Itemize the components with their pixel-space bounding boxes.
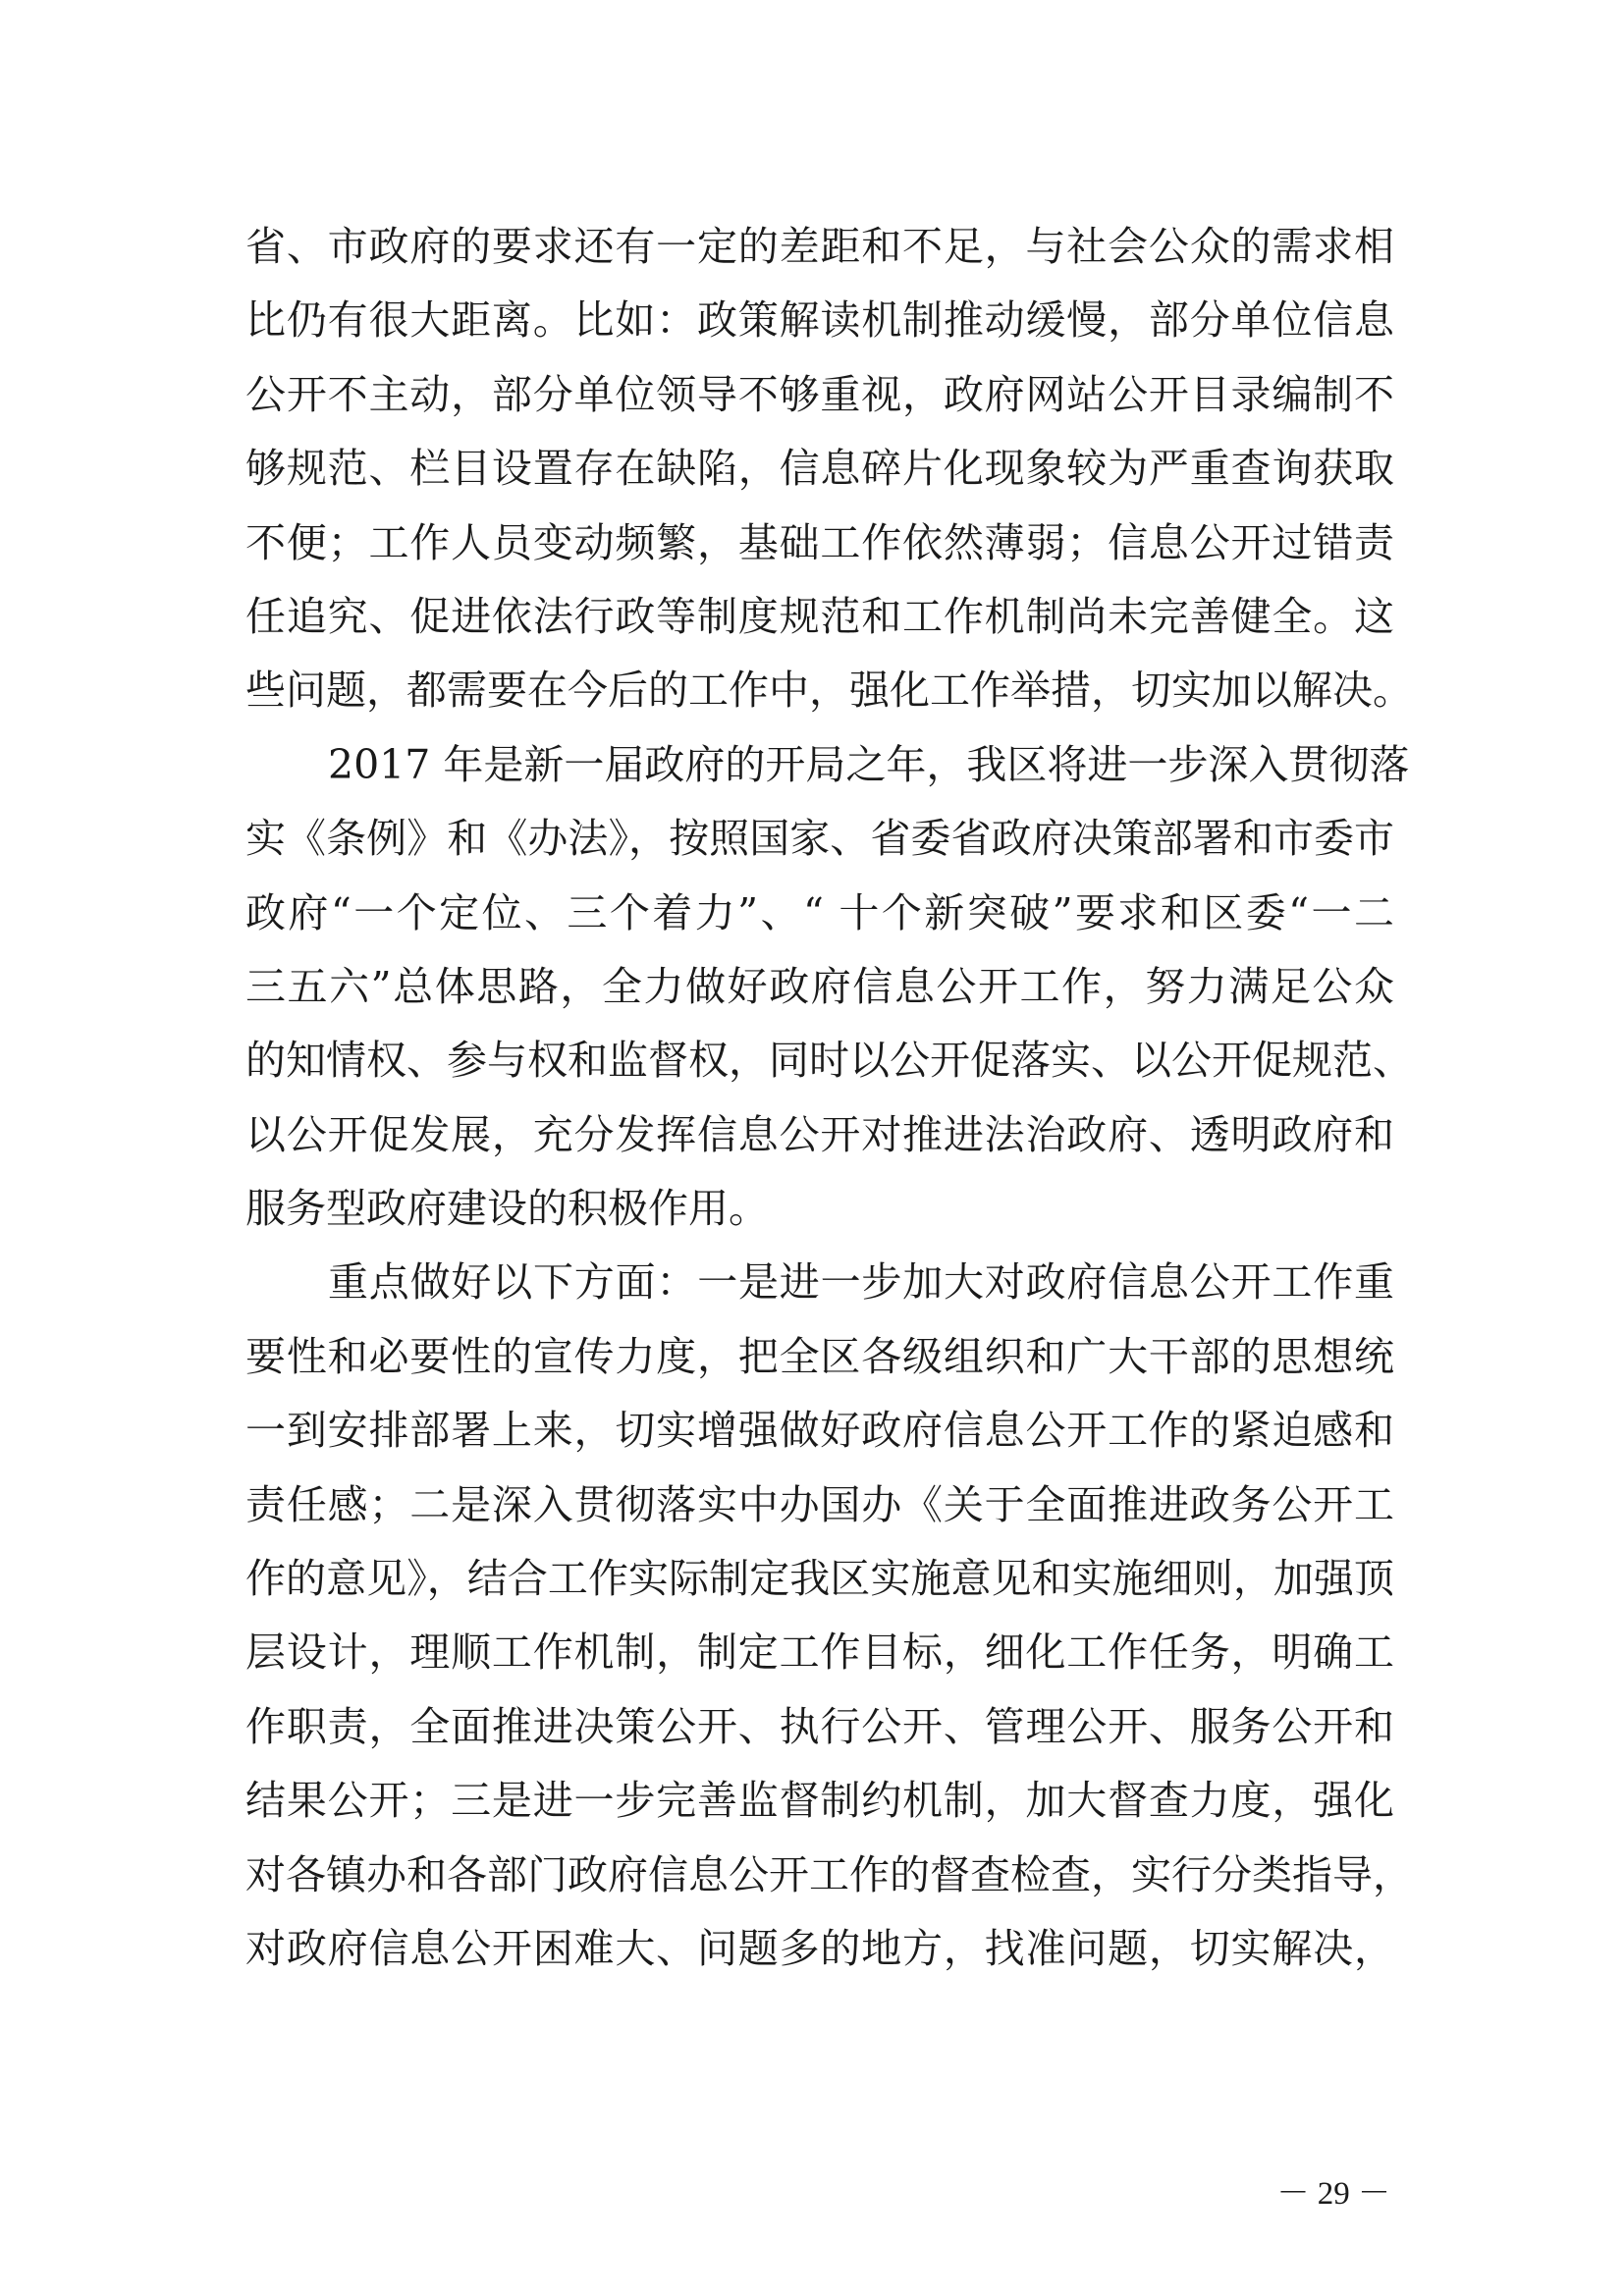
paragraph-plan-2017	[245, 728, 1413, 1247]
text-line: 政府“一个定位、三个着力”、“ 十个新突破”要求和区委“一二	[245, 888, 1394, 936]
paragraph-key-tasks	[245, 1246, 1413, 1986]
text-line: 比仍有很大距离。比如：政策解读机制推动缓慢，部分单位信息	[245, 296, 1394, 345]
text-line: 省、市政府的要求还有一定的差距和不足，与社会公众的需求相	[245, 223, 1394, 270]
text-line: 重点做好以下方面：一是进一步加大对政府信息公开工作重	[328, 1258, 1394, 1307]
text-line: 责任感；二是深入贯彻落实中办国办《关于全面推进政务公开工	[245, 1480, 1394, 1528]
text-line: 些问题，都需要在今后的工作中，强化工作举措，切实加以解决。	[245, 667, 1413, 715]
text-line: 服务型政府建设的积极作用。	[245, 1185, 769, 1233]
text-line: 对政府信息公开困难大、问题多的地方，找准问题，切实解决，	[245, 1924, 1394, 1972]
paragraph-problems	[245, 210, 1413, 728]
text-line: 够规范、栏目设置存在缺陷，信息碎片化现象较为严重查询获取	[245, 445, 1394, 493]
text-line: 的知情权、参与权和监督权，同时以公开促落实、以公开促规范、	[245, 1037, 1413, 1085]
text-line: 实《条例》和《办法》，按照国家、省委省政府决策部署和市委市	[245, 815, 1394, 863]
page-number: － 29 －	[1276, 2176, 1390, 2212]
text-line: 结果公开；三是进一步完善监督制约机制，加大督查力度，强化	[245, 1777, 1394, 1825]
text-line: 三五六”总体思路，全力做好政府信息公开工作，努力满足公众	[245, 962, 1394, 1010]
text-line: 作职责，全面推进决策公开、执行公开、管理公开、服务公开和	[245, 1702, 1394, 1750]
text-line: 作的意见》，结合工作实际制定我区实施意见和实施细则，加强顶	[245, 1555, 1394, 1603]
text-line: 任追究、促进依法行政等制度规范和工作机制尚未完善健全。这	[245, 592, 1394, 640]
text-line: 以公开促发展，充分发挥信息公开对推进法治政府、透明政府和	[245, 1110, 1394, 1158]
text-line: 对各镇办和各部门政府信息公开工作的督查检查，实行分类指导，	[245, 1850, 1413, 1898]
text-line: 要性和必要性的宣传力度，把全区各级组织和广大干部的思想统	[245, 1332, 1394, 1380]
document-body	[245, 210, 1413, 1986]
text-line: 层设计，理顺工作机制，制定工作目标，细化工作任务，明确工	[245, 1629, 1394, 1677]
text-line: 2017 年是新一届政府的开局之年，我区将进一步深入贯彻落	[328, 740, 1410, 788]
text-line: 公开不主动，部分单位领导不够重视，政府网站公开目录编制不	[245, 370, 1394, 418]
text-line: 不便；工作人员变动频繁，基础工作依然薄弱；信息公开过错责	[245, 518, 1394, 566]
text-line: 一到安排部署上来，切实增强做好政府信息公开工作的紧迫感和	[245, 1407, 1394, 1455]
